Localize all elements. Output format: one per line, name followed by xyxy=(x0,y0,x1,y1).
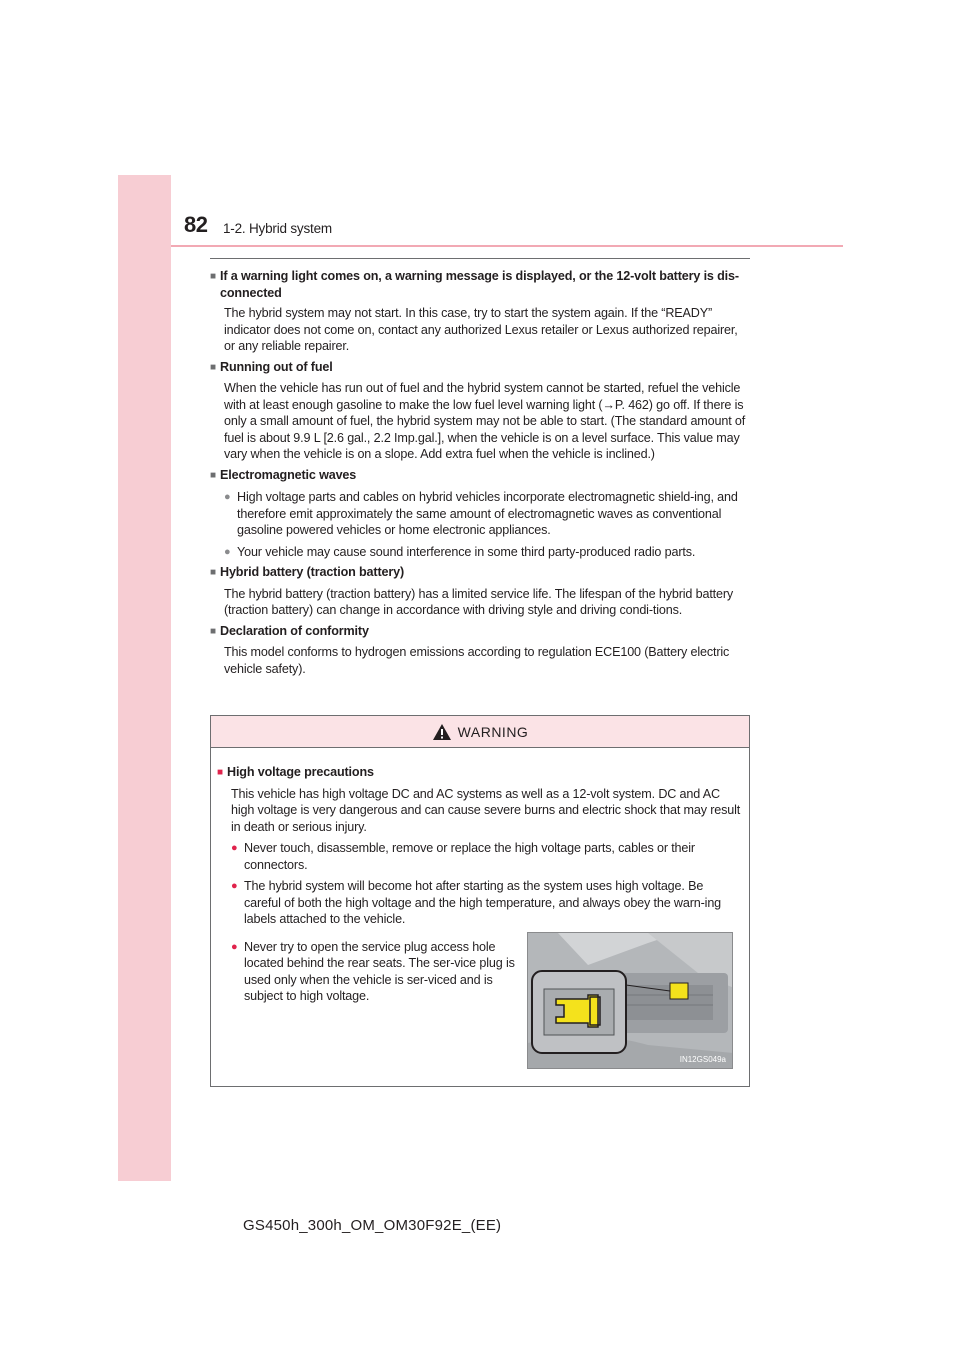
main-content xyxy=(210,258,750,677)
warning-title: WARNING xyxy=(457,723,529,740)
square-bullet-icon: ■ xyxy=(210,469,216,481)
warning-triangle-icon xyxy=(432,723,452,741)
round-bullet-icon: ● xyxy=(231,842,238,854)
warning-header xyxy=(211,716,749,748)
list-item: ● Never touch, disassemble, remove or replace the high voltage parts, cables or their connectors. xyxy=(231,841,695,872)
section-heading: ■ If a warning light comes on, a warning message is displayed, or the 12-volt battery is dis-connected xyxy=(210,269,739,300)
side-band xyxy=(118,175,171,1181)
footer-doc-id: GS450h_300h_OM_OM30F92E_(EE) xyxy=(243,1217,502,1234)
section-text: The hybrid battery (traction battery) has a limited service life. The lifespan of the hybrid battery (traction battery) can change in accordance with driving style and driving condi-tions. xyxy=(224,586,734,617)
section-heading: ■ Hybrid battery (traction battery) xyxy=(210,564,750,582)
round-bullet-icon: ● xyxy=(231,940,238,953)
section-declaration-of-conformity xyxy=(210,623,750,678)
warning-box xyxy=(210,715,750,1087)
list-item: ● The hybrid system will become hot after starting as the system uses high voltage. Be careful of both the high voltage and the high temperature, and always obey the warn-ing labels attached to the vehicle. xyxy=(231,879,722,926)
list-item: ● High voltage parts and cables on hybrid vehicles incorporate electromagnetic shield-ing, and therefore emit approximately the same amount of electromagnetic waves as conventional gasoline powered vehicles or home electronic appliances. xyxy=(224,490,738,537)
square-bullet-icon: ■ xyxy=(210,271,216,282)
list-item: ● Never try to open the service plug access hole located behind the rear seats. The ser-vice plug is used only when the vehicle is ser-viced and is subject to high voltage. xyxy=(231,939,515,1003)
section-heading: ■ Running out of fuel xyxy=(210,359,750,377)
section-heading: ■ Electromagnetic waves xyxy=(210,467,750,485)
round-bullet-icon: ● xyxy=(224,545,231,558)
header-rule xyxy=(171,245,843,247)
section-heading: ■ Declaration of conformity xyxy=(210,623,750,641)
content-top-rule xyxy=(210,258,750,259)
square-bullet-icon: ■ xyxy=(217,767,223,778)
list-item: ● Your vehicle may cause sound interference in some third party-produced radio parts. xyxy=(224,544,696,559)
service-plug-illustration xyxy=(527,932,733,1069)
round-bullet-icon: ● xyxy=(231,880,238,892)
figure-code: IN12GS049a xyxy=(679,1055,726,1064)
warning-heading: ■ High voltage precautions xyxy=(217,764,743,782)
round-bullet-icon: ● xyxy=(224,491,231,503)
section-electromagnetic-waves xyxy=(210,467,750,561)
service-plug-image xyxy=(528,933,733,1069)
square-bullet-icon: ■ xyxy=(210,625,216,637)
section-running-out-of-fuel xyxy=(210,359,750,463)
section-text: When the vehicle has run out of fuel and the hybrid system cannot be started, refuel the vehicle with at least enough gasoline to make the low fuel level warning light (→P. 462) go off. If there is only a small amount of fuel, the hybrid system may not be able to start. (The standard amount of fuel is about 9.9 L [2.6 gal., 2.2 Imp.gal.], when the vehicle is on a level surface. This value may vary when the vehicle is on a slope. Add extra fuel when the vehicle is inclined.) xyxy=(224,381,746,461)
section-title: 1-2. Hybrid system xyxy=(223,221,332,236)
warning-text: This vehicle has high voltage DC and AC systems as well as a 12-volt system. DC and AC high voltage is very dangerous and can cause severe burns and electric shock that may result in death or serious injury. xyxy=(231,786,741,834)
section-text: The hybrid system may not start. In this case, try to start the system again. If the “READY” indicator does not come on, contact any authorized Lexus retailer or Lexus authorized repairer, or any reliable repairer. xyxy=(224,306,738,353)
section-warning-light xyxy=(210,268,750,355)
square-bullet-icon: ■ xyxy=(210,361,216,373)
page-number: 82 xyxy=(184,212,208,237)
section-text: This model conforms to hydrogen emissions according to regulation ECE100 (Battery electric vehicle safety). xyxy=(224,645,730,676)
section-hybrid-battery xyxy=(210,564,750,619)
square-bullet-icon: ■ xyxy=(210,567,216,578)
